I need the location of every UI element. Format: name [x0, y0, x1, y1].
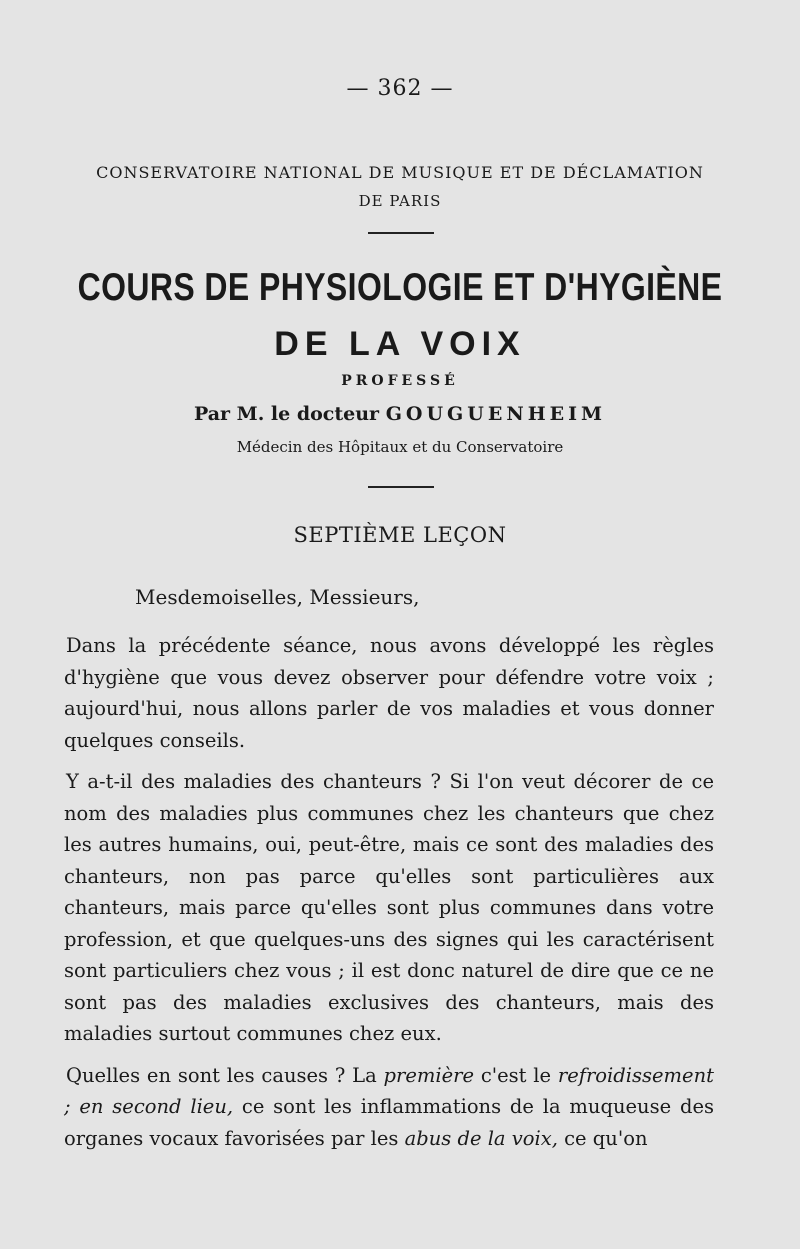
italic-run: abus de la voix, [404, 1126, 558, 1150]
professor-affiliation: Médecin des Hôpitaux et du Conservatoire [236, 438, 564, 456]
course-subtitle: DE LA VOIX [274, 325, 526, 363]
lesson-title: SEPTIÈME LEÇON [293, 523, 507, 547]
salutation: Mesdemoiselles, Messieurs, [135, 585, 420, 609]
body-text [64, 630, 714, 1164]
text-run: ce qu'on [557, 1126, 648, 1150]
text-run: c'est le [474, 1063, 558, 1087]
professor-prefix: Par M. le docteur [193, 403, 380, 425]
professor-name: GOUGUENHEIM [385, 403, 607, 425]
text-run: Quelles en sont les causes ? La [66, 1063, 384, 1087]
paragraph: Dans la précédente séance, nous avons développé les règles d'hygiène que vous devez observer pour défendre votre voix ; aujourd'hui, nous allons parler de vos maladies et vous donner quelques conseils. [64, 634, 714, 752]
paragraph: Y a-t-il des maladies des chanteurs ? Si l'on veut décorer de ce nom des maladies plus communes chez les chanteurs que chez les autres humains, oui, peut-être, mais ce sont des maladies des chanteurs, non pas parce qu'elles sont particulières aux chanteurs, mais parce qu'elles sont plus communes dans votre profession, et que quelques-uns des signes qui les caractérisent sont particuliers chez vous ; il est donc naturel de dire que ce ne sont pas des maladies exclusives des chanteurs, mais des maladies surtout communes chez eux. [64, 770, 714, 1045]
italic-run: refroidissement ; en second lieu, [64, 1063, 714, 1118]
text-run: ce sont les inflammations de la muqueuse des organes vocaux favorisées par les [64, 1095, 714, 1150]
institution-city: DE PARIS [358, 192, 442, 210]
page-number: — 362 — [346, 76, 454, 101]
italic-run: première [383, 1063, 475, 1087]
paragraph [64, 1060, 714, 1155]
separator-rule [368, 232, 434, 234]
separator-rule [368, 486, 434, 488]
institution-name: CONSERVATOIRE NATIONAL DE MUSIQUE ET DE DÉCLAMATION [96, 163, 704, 182]
taught-label: PROFESSÉ [341, 373, 459, 389]
professor-line [0, 403, 800, 425]
course-title: COURS DE PHYSIOLOGIE ET D'HYGIÈNE [77, 266, 723, 309]
